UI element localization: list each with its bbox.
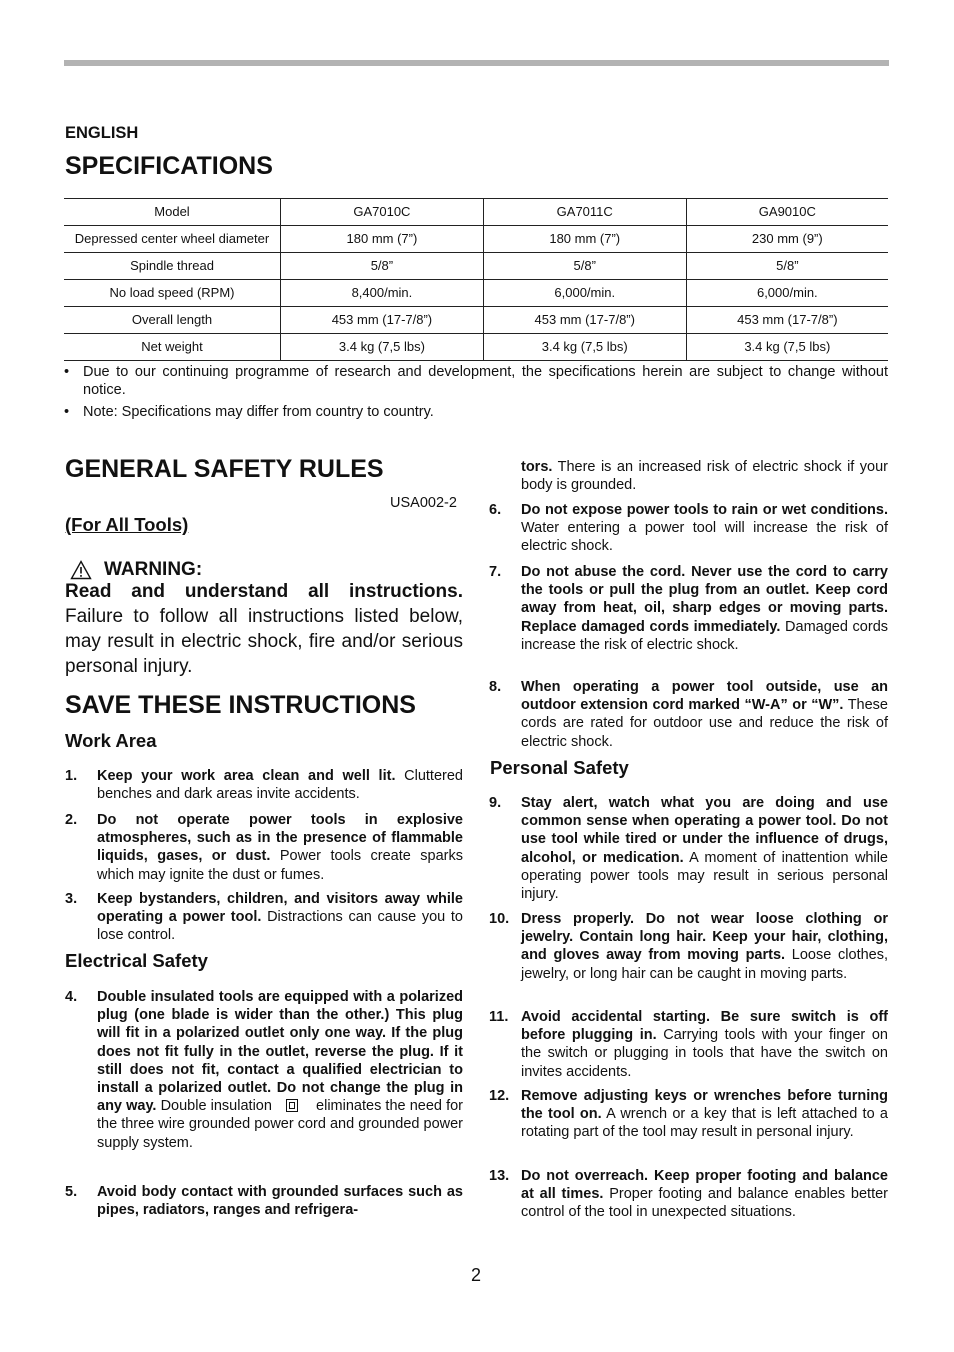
list-item <box>65 811 463 884</box>
table-cell: Depressed center wheel diameter <box>64 226 281 253</box>
item-number: 11. <box>489 1009 509 1025</box>
list-item <box>489 1008 888 1081</box>
item-number: 9. <box>489 795 502 811</box>
save-instructions-title: SAVE THESE INSTRUCTIONS <box>65 691 416 719</box>
spec-notes <box>64 363 888 425</box>
item-bold-text: Do not overreach. Keep proper footing and balance at all times. <box>521 1168 888 1203</box>
item-text: Proper footing and balance enables better control of the tool in unexpected situations. <box>521 1186 888 1221</box>
table-cell: Spindle thread <box>64 253 281 280</box>
item-bold-text: Stay alert, watch what you are doing and use common sense when operating a power tool. Do not use tool while tired or under the influence of drugs, alcohol, or medication. <box>521 795 888 866</box>
list-item <box>489 1167 888 1222</box>
list-item <box>65 767 463 803</box>
table-cell: 453 mm (17-7/8”) <box>281 307 484 334</box>
item-bold-text: Do not abuse the cord. Never use the cord to carry the tools or pull the plug from an outlet. Keep cord away from heat, oil, sharp edges or moving parts. Replace damaged cords immediately. <box>521 564 888 635</box>
item-number: 8. <box>489 679 502 695</box>
item-number: 12. <box>489 1088 510 1104</box>
work-area-heading: Work Area <box>65 730 157 751</box>
item-text: Cluttered benches and dark areas invite accidents. <box>97 768 463 803</box>
item-text: eliminates the need for the three wire grounded power cord and grounded power supply system. <box>97 1098 463 1151</box>
table-row <box>64 253 888 280</box>
item-text: Damaged cords increase the risk of electric shock. <box>521 618 889 653</box>
item-number: 7. <box>489 564 502 580</box>
item-text: Loose clothes, jewelry, or long hair can be caught in moving parts. <box>521 947 889 982</box>
list-item <box>65 1183 463 1219</box>
for-all-tools-heading: (For All Tools) <box>65 514 189 535</box>
item-continuation <box>521 458 888 494</box>
table-cell: 453 mm (17-7/8”) <box>686 307 888 334</box>
list-item <box>489 910 888 983</box>
warning-body <box>65 579 463 679</box>
table-cell: 3.4 kg (7,5 lbs) <box>281 334 484 361</box>
item-number: 5. <box>65 1184 78 1200</box>
table-row <box>64 226 888 253</box>
item-text: Water entering a power tool will increase the risk of electric shock. <box>521 520 888 555</box>
item-bold-text: Avoid body contact with grounded surfaces such as pipes, radiators, ranges and refrigera- <box>97 1184 463 1219</box>
table-cell: 180 mm (7”) <box>281 226 484 253</box>
document-code: USA002-2 <box>390 495 457 511</box>
table-cell: 5/8” <box>686 253 888 280</box>
table-cell: GA7010C <box>281 199 484 226</box>
item-number: 10. <box>489 911 510 927</box>
note-item: • Note: Specifications may differ from country to country. <box>64 403 888 421</box>
item-text: Carrying tools with your finger on the switch or plugging in tools that have the switch on invites accidents. <box>521 1027 888 1080</box>
table-cell: 230 mm (9”) <box>686 226 888 253</box>
table-cell: 3.4 kg (7,5 lbs) <box>686 334 888 361</box>
item-bold-text: Do not expose power tools to rain or wet conditions. <box>521 502 888 518</box>
warning-heading <box>70 559 202 581</box>
item-number: 1. <box>65 768 78 784</box>
item-text: Double insulation <box>156 1098 272 1115</box>
table-cell: Model <box>154 204 190 219</box>
warning-bold-text: Read and understand all instructions. <box>65 581 463 602</box>
table-cell: 6,000/min. <box>483 280 686 307</box>
list-item <box>489 501 888 556</box>
table-cell: Net weight <box>64 334 281 361</box>
personal-safety-heading: Personal Safety <box>490 757 629 778</box>
item-bold-text: tors. <box>521 459 553 475</box>
electrical-safety-heading: Electrical Safety <box>65 950 208 971</box>
item-bold-text: Remove adjusting keys or wrenches before turning the tool on. <box>521 1088 888 1123</box>
warning-label: WARNING: <box>104 559 203 580</box>
table-cell: 5/8” <box>281 253 484 280</box>
table-cell: GA9010C <box>686 199 888 226</box>
specifications-table <box>64 198 888 361</box>
table-cell: 5/8” <box>483 253 686 280</box>
item-bold-text: Double insulated tools are equipped with a polarized plug (one blade is wider than the other.) This plug will fit in a polarized outlet only one way. If the plug does not fit fully in the outlet, reverse the plug. If it still does not fit, contact a qualified electrician to install a polarized outlet. Do not change the plug in any way. <box>97 989 463 1115</box>
note-item: • Due to our continuing programme of research and development, the specifications herein are subject to change without notice. <box>64 363 888 399</box>
item-bold-text: Avoid accidental starting. Be sure switch is off before plugging in. <box>521 1009 888 1044</box>
list-item <box>489 794 888 903</box>
top-rule <box>64 60 889 66</box>
item-number: 6. <box>489 502 502 518</box>
table-row <box>64 280 888 307</box>
item-text: A moment of inattention while operating power tools may result in serious personal injury. <box>521 849 888 903</box>
table-cell: No load speed (RPM) <box>64 280 281 307</box>
list-item <box>489 563 888 654</box>
item-bold-text: Keep bystanders, children, and visitors away while operating a power tool. <box>97 891 463 926</box>
language-label: ENGLISH <box>65 124 139 142</box>
list-item <box>65 890 463 945</box>
item-bold-text: Dress properly. Do not wear loose clothing or jewelry. Contain long hair. Keep your hair, clothing, and gloves away from moving parts. <box>521 911 888 964</box>
item-number: 13. <box>489 1168 510 1184</box>
table-cell: 453 mm (17-7/8”) <box>483 307 686 334</box>
item-number: 2. <box>65 812 78 828</box>
page-number: 2 <box>471 1265 482 1285</box>
item-text: A wrench or a key that is left attached to a rotating part of the tool may result in personal injury. <box>521 1106 888 1141</box>
general-safety-title: GENERAL SAFETY RULES <box>65 455 384 483</box>
table-cell: 6,000/min. <box>686 280 888 307</box>
table-cell: 3.4 kg (7,5 lbs) <box>483 334 686 361</box>
warning-text: Failure to follow all instructions listed below, may result in electric shock, fire and/or serious personal injury. <box>65 606 463 677</box>
list-item <box>65 988 463 1152</box>
warning-triangle-icon <box>70 560 92 580</box>
list-item <box>489 678 888 751</box>
table-cell: Overall length <box>64 307 281 334</box>
item-text: These cords are rated for outdoor use and reduce the risk of electric shock. <box>521 697 888 750</box>
item-bold-text: When operating a power tool outside, use an outdoor extension cord marked “W-A” or “W”. <box>521 679 888 714</box>
item-bold-text: Do not operate power tools in explosive atmospheres, such as in the presence of flammable liquids, gases, or dust. <box>97 812 463 865</box>
table-cell: 180 mm (7”) <box>483 226 686 253</box>
item-text: Power tools create sparks which may ignite the dust or fumes. <box>97 848 463 883</box>
item-bold-text: Keep your work area clean and well lit. <box>97 768 396 784</box>
table-row <box>64 307 888 334</box>
item-text: There is an increased risk of electric shock if your body is grounded. <box>521 459 888 494</box>
table-row <box>64 334 888 361</box>
table-header-row <box>64 199 888 226</box>
item-text: Distractions can cause you to lose control. <box>97 909 463 944</box>
double-insulation-icon <box>286 1099 298 1112</box>
table-cell: GA7011C <box>483 199 686 226</box>
table-cell: 8,400/min. <box>281 280 484 307</box>
item-number: 3. <box>65 891 78 907</box>
specifications-title: SPECIFICATIONS <box>65 152 273 180</box>
list-item <box>489 1087 888 1142</box>
item-number: 4. <box>65 989 78 1005</box>
